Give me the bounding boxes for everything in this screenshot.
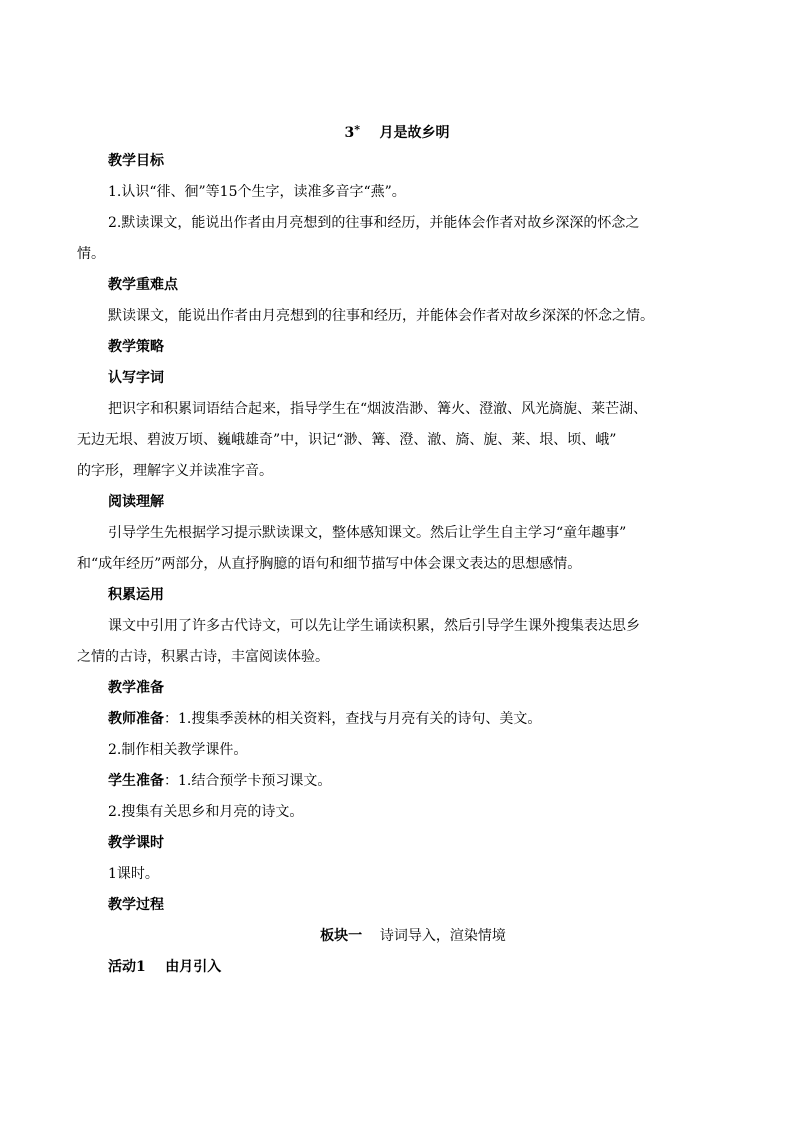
objective-2-line2: 情。 bbox=[77, 246, 105, 262]
block-title: 诗词导入，渲染情境 bbox=[379, 928, 506, 944]
prep-heading: 教学准备 bbox=[108, 680, 164, 696]
literacy-heading: 认写字词 bbox=[108, 370, 164, 386]
hours-heading: 教学课时 bbox=[108, 835, 164, 851]
lesson-title: 月是故乡明 bbox=[379, 125, 450, 141]
activity-heading bbox=[108, 957, 221, 977]
key-heading: 教学重难点 bbox=[108, 277, 178, 293]
student-prep-2: 2.搜集有关思乡和月亮的诗文。 bbox=[108, 804, 304, 820]
process-heading: 教学过程 bbox=[108, 897, 164, 913]
block-heading bbox=[0, 926, 794, 946]
key-text: 默读课文，能说出作者由月亮想到的往事和经历，并能体会作者对故乡深深的怀念之情。 bbox=[108, 308, 654, 324]
literacy-line2: 无边无垠、碧波万顷、巍峨雄奇”中，识记“渺、篝、澄、澈、旖、旎、莱、垠、顷、峨” bbox=[77, 432, 617, 448]
block-label: 板块一 bbox=[320, 928, 363, 944]
teacher-prep-2: 2.制作相关教学课件。 bbox=[108, 742, 248, 758]
student-prep-text: ：1.结合预学卡预习课文。 bbox=[164, 773, 332, 789]
accumulate-line1: 课文中引用了许多古代诗文，可以先让学生诵读积累，然后引导学生课外搜集表达思乡 bbox=[108, 618, 640, 634]
objectives-heading: 教学目标 bbox=[108, 153, 164, 169]
teacher-prep-text: ：1.搜集季羡林的相关资料，查找与月亮有关的诗句、美文。 bbox=[164, 711, 542, 727]
literacy-line3: 的字形，理解字义并读准字音。 bbox=[77, 463, 273, 479]
activity-title: 由月引入 bbox=[165, 959, 222, 975]
lesson-number: 3 bbox=[344, 125, 355, 141]
page-title bbox=[0, 120, 794, 143]
hours-text: 1课时。 bbox=[108, 866, 159, 882]
reading-heading: 阅读理解 bbox=[108, 494, 164, 510]
activity-label: 活动1 bbox=[108, 959, 146, 975]
student-prep-label: 学生准备 bbox=[108, 773, 164, 789]
strategy-heading: 教学策略 bbox=[108, 339, 164, 355]
student-prep-1 bbox=[108, 771, 331, 791]
literacy-line1: 把识字和积累词语结合起来，指导学生在“烟波浩渺、篝火、澄澈、风光旖旎、莱芒湖、 bbox=[108, 401, 648, 417]
objective-2-line1: 2.默读课文，能说出作者由月亮想到的往事和经历，并能体会作者对故乡深深的怀念之 bbox=[108, 215, 640, 231]
objective-1: 1.认识“徘、徊”等15个生字，读准多音字“燕”。 bbox=[108, 184, 406, 200]
reading-line1: 引导学生先根据学习提示默读课文，整体感知课文。然后让学生自主学习“童年趣事” bbox=[108, 525, 627, 541]
teacher-prep-1 bbox=[108, 709, 541, 729]
reading-line2: 和“成年经历”两部分，从直抒胸臆的语句和细节描写中体会课文表达的思想感情。 bbox=[77, 556, 582, 572]
accumulate-line2: 之情的古诗，积累古诗，丰富阅读体验。 bbox=[77, 649, 329, 665]
teacher-prep-label: 教师准备 bbox=[108, 711, 164, 727]
lesson-star: * bbox=[354, 123, 360, 136]
accumulate-heading: 积累运用 bbox=[108, 587, 164, 603]
